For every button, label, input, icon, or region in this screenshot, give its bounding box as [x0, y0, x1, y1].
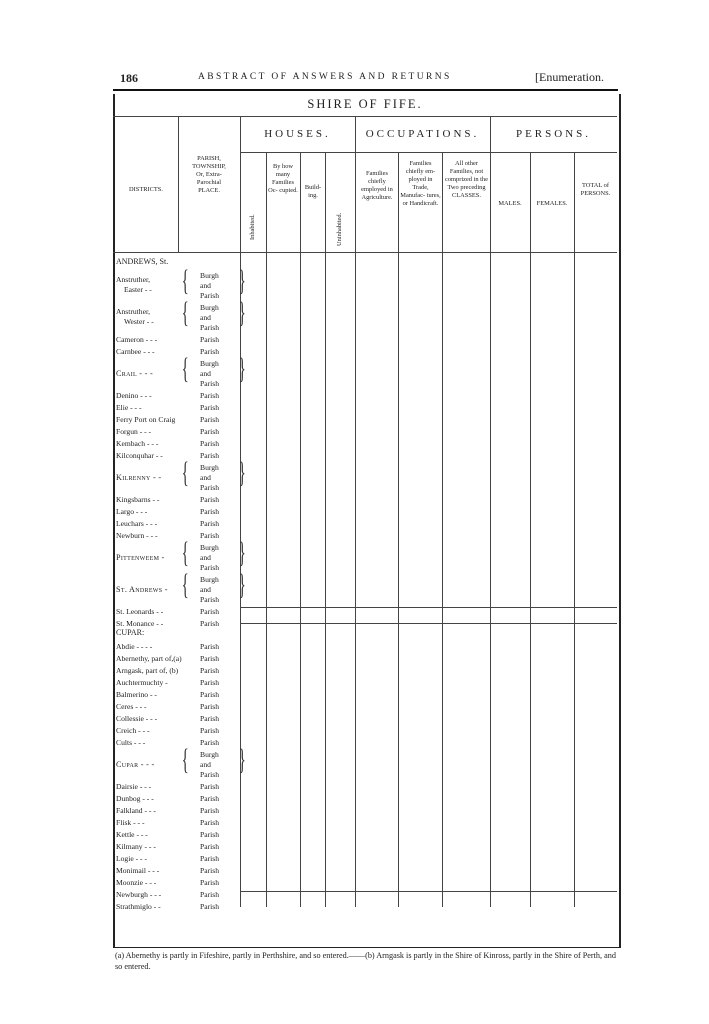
- parish-type: Parish: [200, 678, 219, 687]
- district-name: Cults - - -: [116, 738, 146, 747]
- district-name: Creich - - -: [116, 726, 150, 735]
- rule-below-totals-1: [240, 623, 617, 624]
- parish-type: and: [200, 281, 211, 290]
- inhabited-header: Inhabited.: [249, 214, 256, 240]
- parish-type: and: [200, 760, 211, 769]
- district-name: Kembach - - -: [116, 439, 159, 448]
- table-frame: [113, 94, 621, 948]
- families-header: By how many Families Oc- cupied.: [268, 163, 298, 194]
- district-name: Dairsie - - -: [116, 782, 152, 791]
- parish-type: Burgh: [200, 359, 219, 368]
- rule-above-totals-1: [240, 607, 617, 608]
- parish-type: Burgh: [200, 575, 219, 584]
- parish-type: and: [200, 473, 211, 482]
- agriculture-header: Families chiefly employed in Agriculture.: [361, 170, 393, 201]
- district-title-cupar: CUPAR:: [116, 628, 145, 637]
- parish-type: Parish: [200, 531, 219, 540]
- col-rule-parish: [240, 116, 241, 907]
- col-rule-trade: [442, 152, 443, 907]
- rule-under-headers: [113, 252, 617, 253]
- parish-type: and: [200, 585, 211, 594]
- uninhabited-header: Uninhabited.: [336, 212, 343, 246]
- parish-type: Parish: [200, 642, 219, 651]
- parish-type: Parish: [200, 619, 219, 628]
- district-name: Kingsbarns - -: [116, 495, 160, 504]
- building-header: Build- ing.: [304, 184, 322, 199]
- parish-type: Burgh: [200, 543, 219, 552]
- district-name: Abernethy, part of,(a): [116, 654, 182, 663]
- district-name: Forgun - - -: [116, 427, 152, 436]
- district-name: Abdie - - - -: [116, 642, 153, 651]
- parish-type: Parish: [200, 451, 219, 460]
- section-heading: [Enumeration.: [535, 70, 604, 84]
- district-title-andrews: ANDREWS, St.: [116, 257, 169, 266]
- rule-above-totals-2: [240, 891, 617, 892]
- col-rule-districts: [178, 116, 179, 253]
- district-name: Elie - - -: [116, 403, 142, 412]
- parish-type: Burgh: [200, 750, 219, 759]
- brace: {: [181, 568, 189, 601]
- parish-type: Parish: [200, 782, 219, 791]
- district-name: Monimail - - -: [116, 866, 160, 875]
- parish-type: Parish: [200, 439, 219, 448]
- parish-type: Parish: [200, 794, 219, 803]
- parish-type: Burgh: [200, 303, 219, 312]
- district-name: Leuchars - - -: [116, 519, 158, 528]
- col-rule-agriculture: [398, 152, 399, 907]
- parish-type: Parish: [200, 519, 219, 528]
- district-name: Anstruther,: [116, 307, 151, 316]
- parish-type: Parish: [200, 291, 219, 300]
- parish-type: Parish: [200, 654, 219, 663]
- district-name: St. Monance - -: [116, 619, 164, 628]
- col-rule-houses: [355, 116, 356, 907]
- parish-type: Burgh: [200, 271, 219, 280]
- brace: }: [238, 296, 246, 329]
- district-name: St. Leonards - -: [116, 607, 164, 616]
- district-name: Denino - - -: [116, 391, 152, 400]
- district-name: Newburgh - - -: [116, 890, 162, 899]
- parish-type: Parish: [200, 607, 219, 616]
- parish-type: Parish: [200, 335, 219, 344]
- males-header: MALES.: [498, 200, 522, 207]
- parish-type: Parish: [200, 854, 219, 863]
- col-rule-occupations: [490, 116, 491, 907]
- females-header: FEMALES.: [536, 200, 568, 207]
- parish-type: Parish: [200, 347, 219, 356]
- district-name: Cupar - - -: [116, 760, 155, 769]
- brace: {: [181, 456, 189, 489]
- col-rule-females: [574, 152, 575, 907]
- district-name: Balmerino - -: [116, 690, 157, 699]
- persons-group-heading: PERSONS.: [515, 128, 592, 140]
- rule-under-groups: [240, 152, 617, 153]
- rule-under-title: [113, 116, 617, 117]
- col-rule-families: [300, 152, 301, 907]
- parish-type: Parish: [200, 726, 219, 735]
- district-name: Kilrenny - -: [116, 473, 162, 482]
- district-name: Newburn - - -: [116, 531, 158, 540]
- parish-type: Parish: [200, 495, 219, 504]
- parish-type: Parish: [200, 427, 219, 436]
- parish-type: and: [200, 553, 211, 562]
- district-name: Crail - - -: [116, 369, 154, 378]
- section-label: Enumeration.: [539, 70, 604, 84]
- district-name: Collessie - - -: [116, 714, 158, 723]
- district-name: Kilconquhar - -: [116, 451, 163, 460]
- parish-type: and: [200, 313, 211, 322]
- parish-type: Parish: [200, 563, 219, 572]
- brace: }: [238, 536, 246, 569]
- col-rule-building: [325, 152, 326, 907]
- parish-type: Parish: [200, 391, 219, 400]
- parish-type: Parish: [200, 890, 219, 899]
- district-name: Logie - - -: [116, 854, 147, 863]
- brace: }: [238, 352, 246, 385]
- footnote: (a) Abernethy is partly in Fifeshire, partly in Perthshire, and so entered.——(b) Arngask is partly in the Shire of Kinross, partly in the Shire of Perth, and so entered.: [115, 951, 616, 971]
- parish-type: Parish: [200, 830, 219, 839]
- district-name: Flisk - - -: [116, 818, 145, 827]
- other-header: All other Families, not comprized in the Two preceding CLASSES.: [445, 160, 488, 199]
- district-name: Ferry Port on Craig: [116, 415, 176, 424]
- parish-type: and: [200, 369, 211, 378]
- district-name: Anstruther,: [116, 275, 151, 284]
- col-rule-males: [530, 152, 531, 907]
- parish-type: Parish: [200, 842, 219, 851]
- col-rule-inhabited: [266, 152, 267, 907]
- district-name: Pittenweem -: [116, 553, 165, 562]
- parish-type: Parish: [200, 902, 219, 911]
- parish-type: Burgh: [200, 463, 219, 472]
- header-rule: [113, 89, 618, 91]
- houses-group-heading: HOUSES.: [264, 128, 331, 140]
- district-name: Kettle - - -: [116, 830, 148, 839]
- parish-type: Parish: [200, 666, 219, 675]
- page-number: 186: [120, 71, 138, 85]
- parish-type: Parish: [200, 714, 219, 723]
- district-name: Arngask, part of, (b): [116, 666, 179, 675]
- parish-type: Parish: [200, 415, 219, 424]
- brace: {: [181, 352, 189, 385]
- district-name: Moonzie - - -: [116, 878, 157, 887]
- brace: {: [181, 296, 189, 329]
- brace: {: [181, 743, 189, 776]
- district-name: Largo - - -: [116, 507, 148, 516]
- parish-type: Parish: [200, 866, 219, 875]
- district-name: Falkland - - -: [116, 806, 156, 815]
- parish-header: PARISH, TOWNSHIP, Or, Extra-Parochial PLACE.: [192, 155, 226, 194]
- total-header: TOTAL of PERSONS.: [580, 182, 611, 197]
- parish-type: Parish: [200, 702, 219, 711]
- occupations-group-heading: OCCUPATIONS.: [365, 128, 480, 140]
- district-name: Auchtermuchty -: [116, 678, 168, 687]
- brace: }: [238, 743, 246, 776]
- parish-type: Parish: [200, 595, 219, 604]
- parish-type: Parish: [200, 379, 219, 388]
- district-name: Carnbee - - -: [116, 347, 155, 356]
- district-name: Dunbog - - -: [116, 794, 154, 803]
- district-name: Wester - -: [124, 317, 154, 326]
- parish-type: Parish: [200, 806, 219, 815]
- brace: {: [181, 264, 189, 297]
- parish-type: Parish: [200, 323, 219, 332]
- district-name: Strathmiglo - -: [116, 902, 161, 911]
- parish-type: Parish: [200, 770, 219, 779]
- parish-type: Parish: [200, 403, 219, 412]
- districts-header: DISTRICTS.: [129, 186, 163, 193]
- district-name: Ceres - - -: [116, 702, 147, 711]
- parish-type: Parish: [200, 507, 219, 516]
- district-name: Kilmany - - -: [116, 842, 156, 851]
- district-name: Cameron - - -: [116, 335, 158, 344]
- brace: }: [238, 264, 246, 297]
- running-title: ABSTRACT OF ANSWERS AND RETURNS: [198, 72, 452, 82]
- parish-type: Parish: [200, 690, 219, 699]
- brace: }: [238, 456, 246, 489]
- parish-type: Parish: [200, 738, 219, 747]
- brace: }: [238, 568, 246, 601]
- brace: {: [181, 536, 189, 569]
- parish-type: Parish: [200, 483, 219, 492]
- shire-title: SHIRE OF FIFE.: [307, 97, 423, 111]
- district-name: Easter - -: [124, 285, 152, 294]
- district-name: St. Andrews -: [116, 585, 168, 594]
- trade-header: Families chiefly em- ployed in Trade, Manufac- tures, or Handicraft.: [400, 160, 441, 207]
- parish-type: Parish: [200, 878, 219, 887]
- parish-type: Parish: [200, 818, 219, 827]
